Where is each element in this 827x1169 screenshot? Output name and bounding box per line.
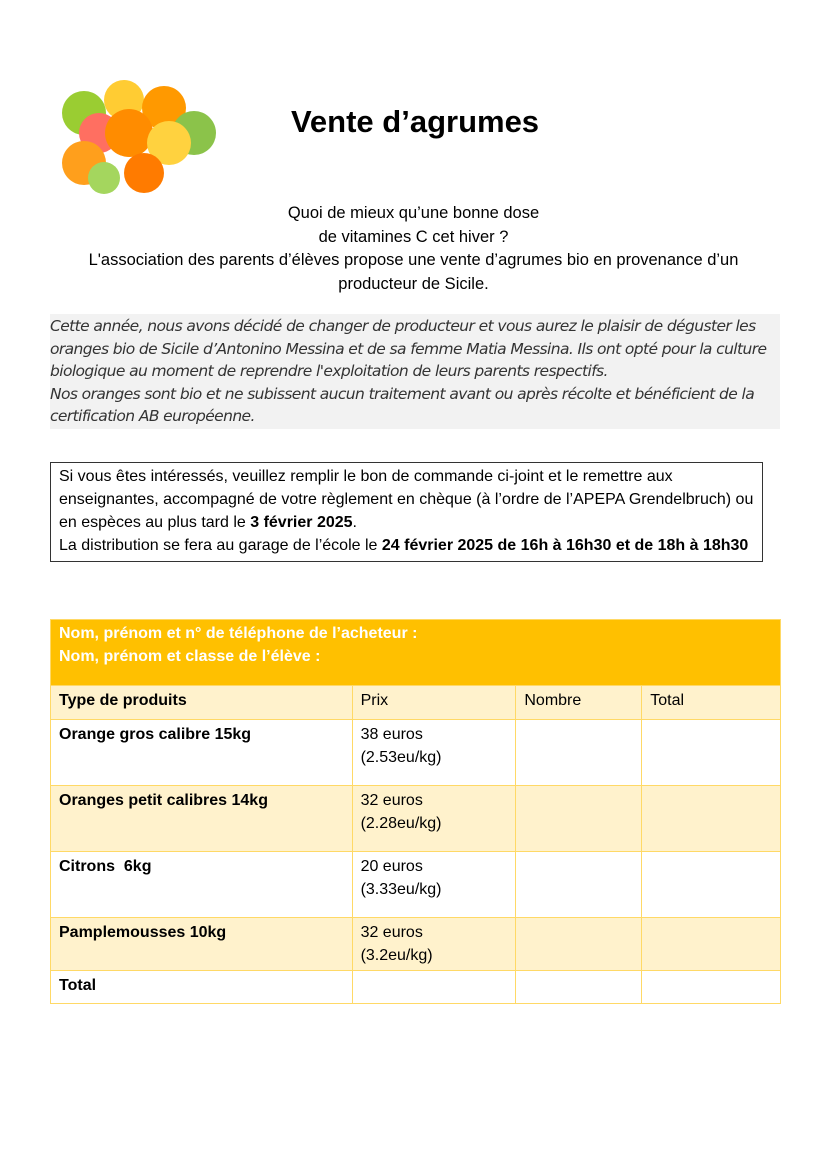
table-header-row [51,686,781,720]
order-form-table [50,619,781,1004]
table-row [51,786,781,852]
quantity-cell[interactable] [516,786,642,852]
total-cell[interactable] [642,852,781,918]
intro-line: L'association des parents d’élèves propose une vente d’agrumes bio en provenance d’un producteur de Sicile. [88,251,739,293]
distribution-text: La distribution se fera au garage de l’école le [59,537,382,554]
price-cell [352,786,516,852]
column-header: Total [642,686,781,720]
price: 32 euros [360,924,423,941]
column-header: Nombre [516,686,642,720]
total-label: Total [51,971,353,1004]
unit-price: (2.28eu/kg) [360,815,442,832]
page-title: Vente d’agrumes [290,104,540,139]
column-header: Type de produits [51,686,353,720]
table-row [51,852,781,918]
buyer-info-row [51,620,781,686]
unit-price: (3.2eu/kg) [360,947,433,964]
producer-story [50,314,780,429]
deadline-date: 3 février 2025 [250,514,353,531]
intro-line: de vitamines C cet hiver ? [318,227,509,246]
distribution-date: 24 février 2025 de 16h à 16h30 et de 18h à 18h30 [381,537,749,554]
total-quantity-cell[interactable] [516,971,642,1004]
total-row [51,971,781,1004]
total-cell[interactable] [642,720,781,786]
product-cell: Orange gros calibre 15kg [51,720,353,786]
unit-price: (3.33eu/kg) [360,881,442,898]
total-cell[interactable] [642,918,781,971]
product-cell: Oranges petit calibres 14kg [51,786,353,852]
instructions-text: Si vous êtes intéressés, veuillez remplir le bon de commande ci-joint et le remettre aux enseignantes, accompagné de votre règlement en chèque (à l’ordre de l’APEPA Grendelbruch) ou en espèces au plus tard le [59,468,754,531]
price-cell [352,720,516,786]
buyer-info-cell[interactable] [51,620,781,686]
grand-total-cell[interactable] [642,971,781,1004]
citrus-fruits-image [44,78,219,198]
intro-line: Quoi de mieux qu’une bonne dose [287,204,540,222]
intro-text [40,202,787,296]
buyer-label: Nom, prénom et n° de téléphone de l’acheteur : [59,625,418,642]
price: 20 euros [360,858,423,875]
total-cell[interactable] [642,786,781,852]
price: 32 euros [360,792,423,809]
product-cell: Pamplemousses 10kg [51,918,353,971]
story-paragraph: Cette année, nous avons décidé de changer de producteur et vous aurez le plaisir de déguster les oranges bio de Sicile d’Antonino Messina et de sa femme Matia Messina. Ils ont opté pour la culture biologique au moment de reprendre l'exploitation de leurs parents respectifs. [50,317,767,380]
quantity-cell[interactable] [516,918,642,971]
product-cell: Citrons 6kg [51,852,353,918]
column-header: Prix [352,686,516,720]
quantity-cell[interactable] [516,720,642,786]
table-row [51,720,781,786]
student-label: Nom, prénom et classe de l’élève : [59,648,321,665]
unit-price: (2.53eu/kg) [360,749,442,766]
story-paragraph: Nos oranges sont bio et ne subissent aucun traitement avant ou après récolte et bénéficient de la certification AB européenne. [50,384,755,425]
empty-cell [352,971,516,1004]
price: 38 euros [360,726,423,743]
price-cell [352,852,516,918]
table-row [51,918,781,971]
price-cell [352,918,516,971]
order-instructions-box [50,462,763,562]
quantity-cell[interactable] [516,852,642,918]
instructions-text: . [352,514,357,531]
